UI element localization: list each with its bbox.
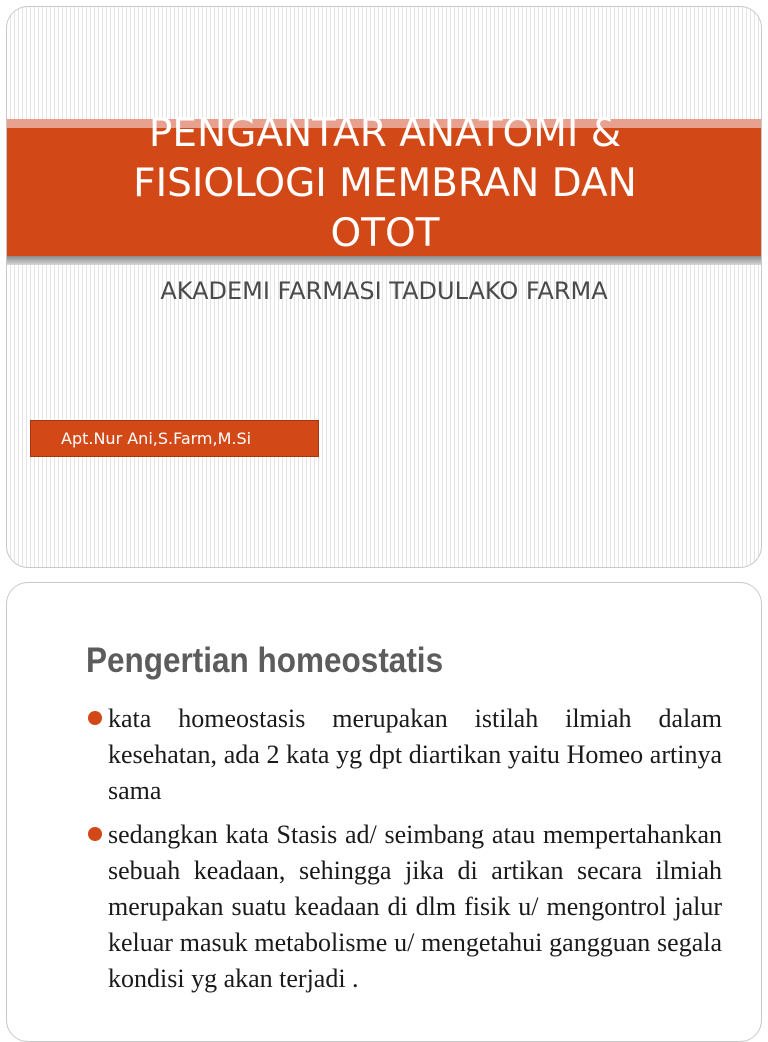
bullet-item bbox=[86, 701, 722, 809]
title-slide bbox=[6, 6, 762, 568]
slide-title-line: FISIOLOGI MEMBRAN DAN bbox=[133, 161, 637, 206]
bullet-list bbox=[86, 701, 722, 1005]
slide-title-line: PENGANTAR ANATOMI & bbox=[148, 111, 622, 156]
slide-subtitle: AKADEMI FARMASI TADULAKO FARMA bbox=[160, 277, 608, 305]
bullet-text: sedangkan kata Stasis ad/ seimbang atau mempertahankan sebuah keadaan, sehingga jika di artikan secara ilmiah merupakan suatu keadaan di dlm fisik u/ mengontrol jalur keluar masuk metabolisme u/ mengetahui gangguan segala kondisi yg akan terjadi . bbox=[108, 820, 722, 993]
bullet-icon bbox=[88, 711, 102, 725]
content-slide bbox=[6, 582, 762, 1042]
bullet-icon bbox=[88, 827, 102, 841]
slide-title bbox=[37, 109, 733, 259]
bullet-item bbox=[86, 817, 722, 997]
author-label: Apt.Nur Ani,S.Farm,M.Si bbox=[30, 420, 319, 457]
slide-title-line: OTOT bbox=[330, 211, 440, 256]
bullet-text: kata homeostasis merupakan istilah ilmiah dalam kesehatan, ada 2 kata yg dpt diartikan yaitu Homeo artinya sama bbox=[108, 704, 722, 805]
content-slide-title: Pengertian homeostatis bbox=[86, 641, 444, 680]
